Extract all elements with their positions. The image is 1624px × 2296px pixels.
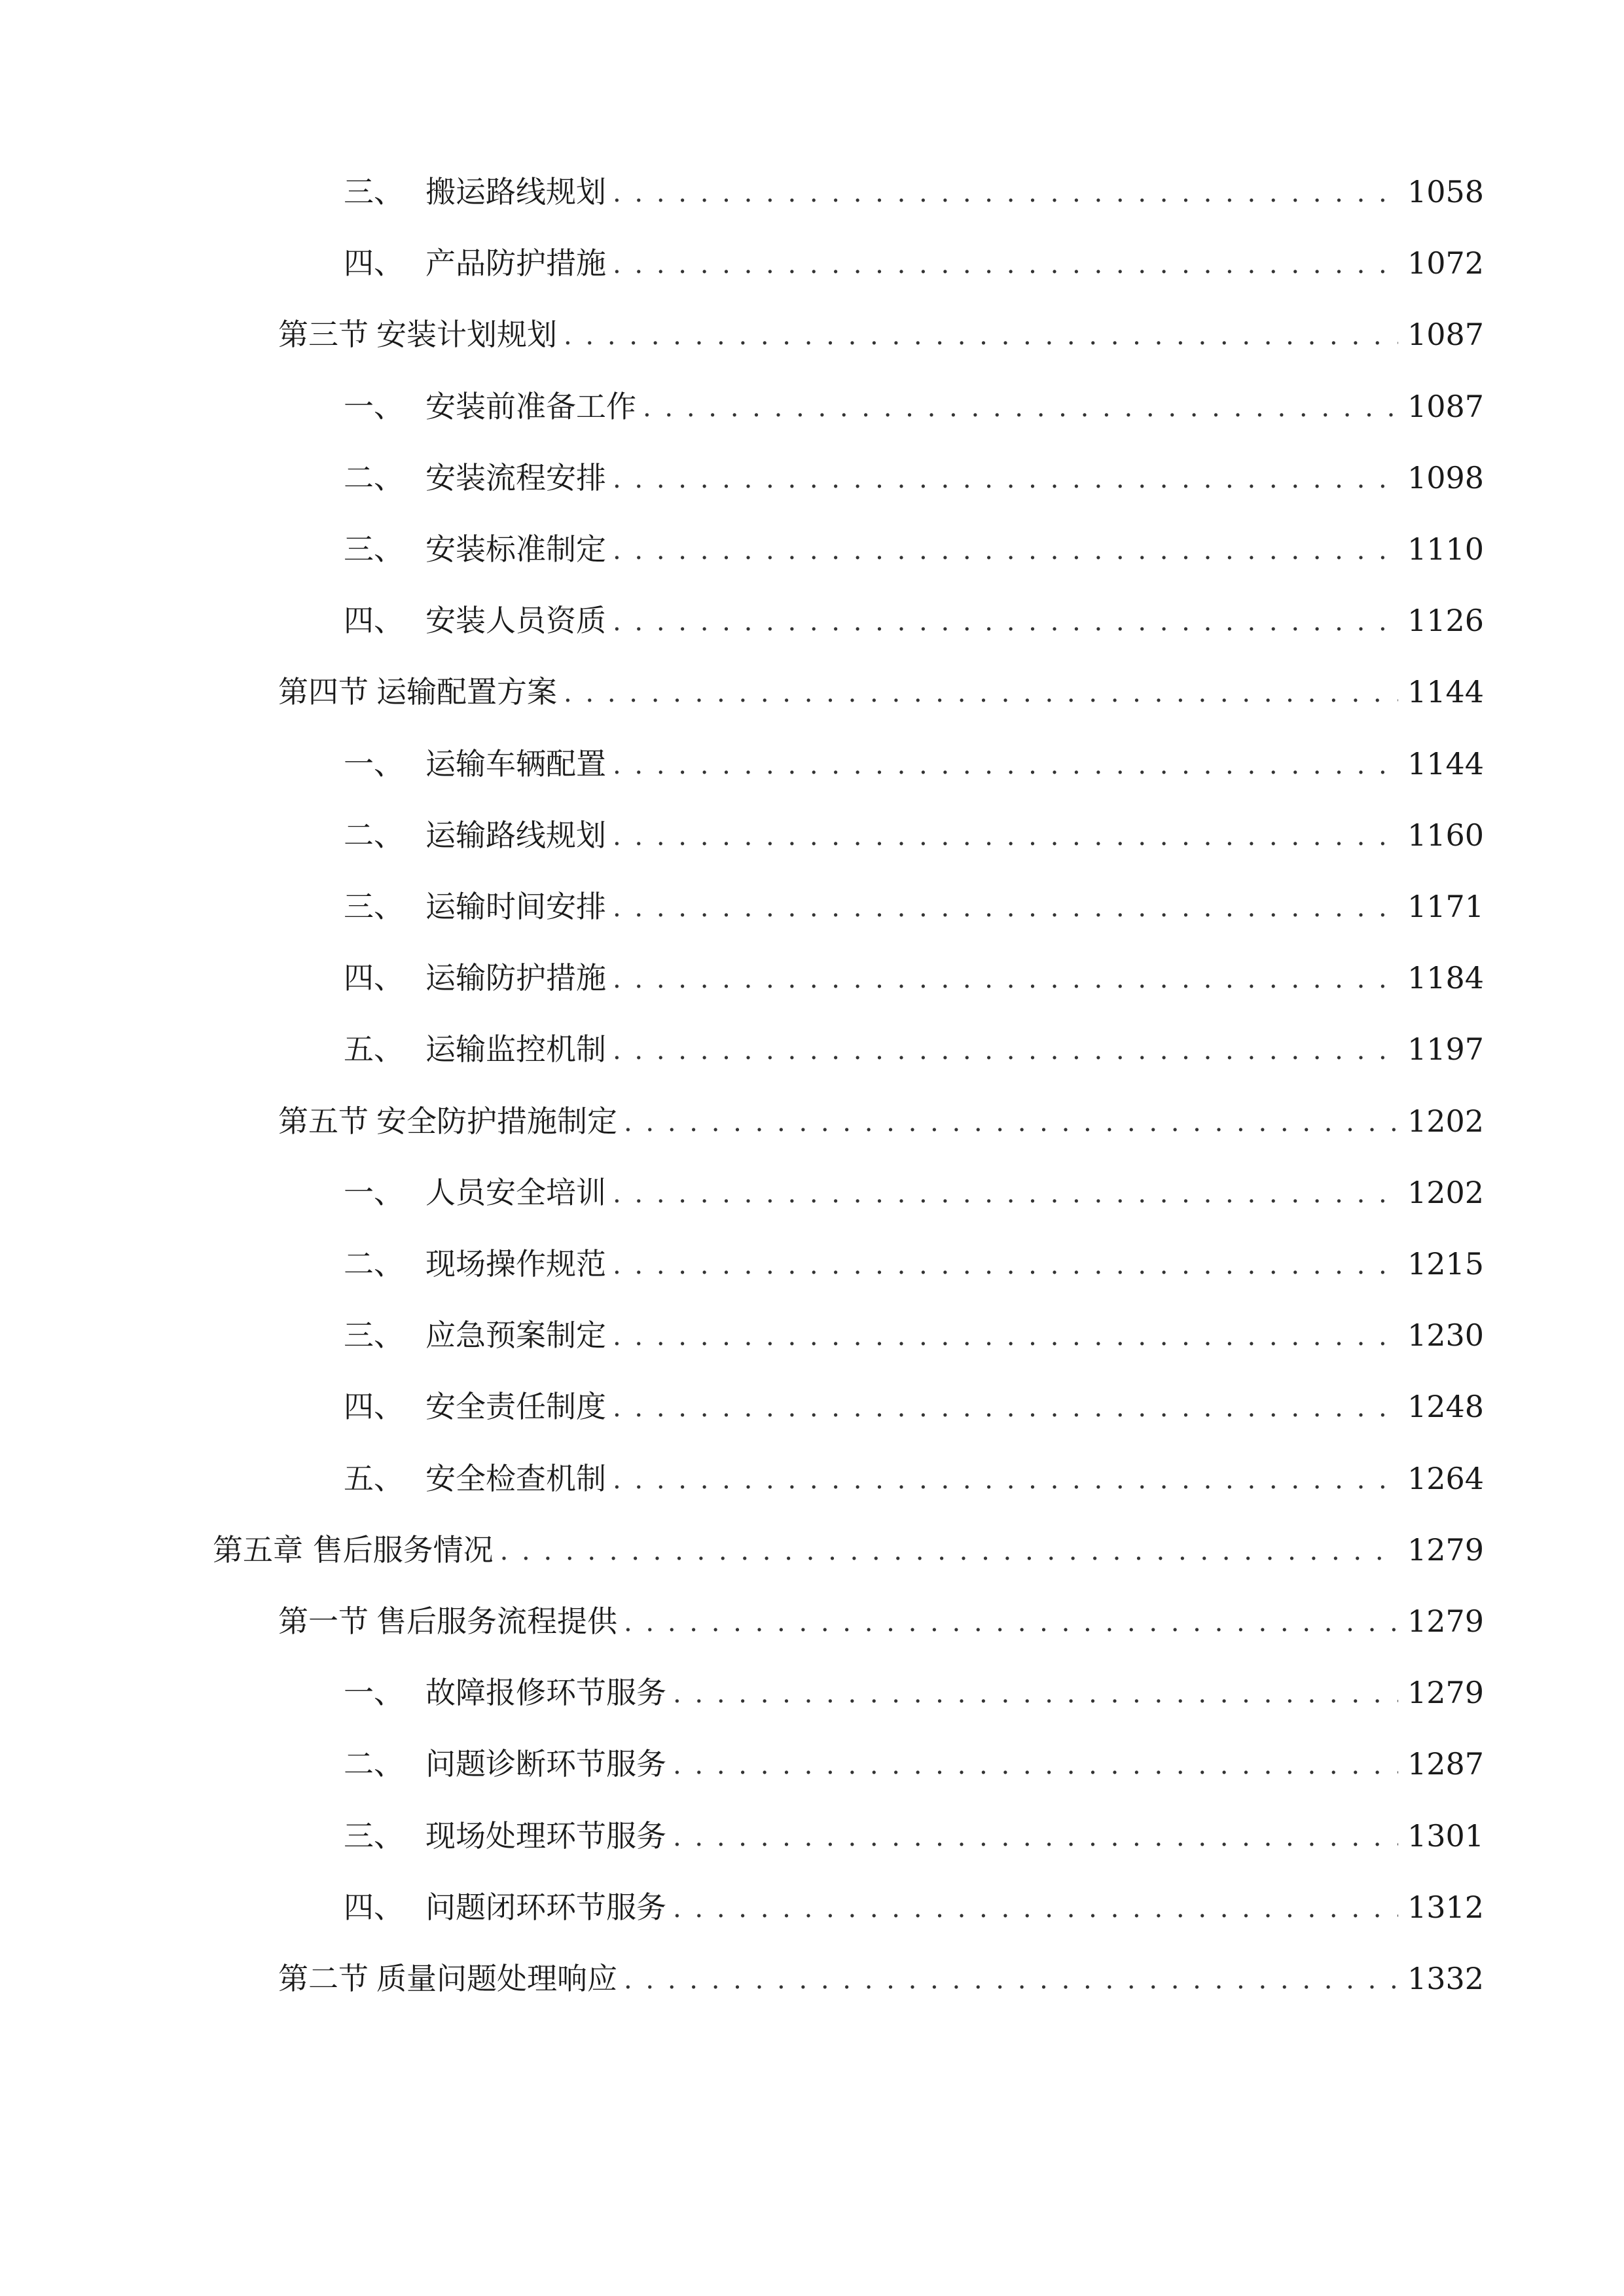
toc-entry-label	[213, 1524, 494, 1576]
toc-entry-label	[344, 952, 606, 1004]
toc-dot-leader	[613, 453, 1398, 505]
toc-entry-page-number: 1279	[1407, 1604, 1485, 1639]
toc-dot-leader	[624, 1096, 1398, 1149]
toc-entry-title: 故障报修环节服务	[425, 1675, 666, 1710]
toc-entry[interactable]	[0, 1738, 1624, 1790]
toc-entry-label	[344, 1452, 606, 1505]
toc-entry-page-number: 1202	[1407, 1103, 1485, 1139]
toc-entry-label	[344, 166, 606, 218]
toc-entry-number: 四、	[344, 1890, 404, 1925]
toc-entry[interactable]	[0, 952, 1624, 1004]
toc-entry-page-number: 1197	[1407, 1031, 1485, 1067]
toc-dot-leader	[624, 1596, 1398, 1649]
toc-entry[interactable]	[0, 1238, 1624, 1290]
toc-entry[interactable]	[0, 380, 1624, 433]
toc-entry[interactable]	[0, 1524, 1624, 1576]
toc-entry-label	[344, 1238, 606, 1290]
toc-entry-title: 人员安全培训	[425, 1175, 606, 1210]
toc-entry-title: 现场操作规范	[425, 1246, 606, 1282]
toc-dot-leader	[613, 810, 1398, 863]
toc-entry[interactable]	[0, 809, 1624, 861]
toc-entry[interactable]	[0, 1452, 1624, 1505]
toc-dot-leader	[613, 167, 1398, 219]
toc-entry[interactable]	[0, 1595, 1624, 1647]
toc-entry-title: 安全责任制度	[425, 1389, 606, 1424]
toc-entry-number: 四、	[344, 1389, 404, 1424]
toc-entry-title: 安装标准制定	[425, 531, 606, 567]
toc-entry-number: 三、	[344, 1818, 404, 1854]
toc-entry-title: 售后服务流程提供	[376, 1604, 617, 1639]
toc-dot-leader	[624, 1954, 1398, 2006]
toc-entry-label	[278, 1095, 617, 1147]
toc-entry-label	[344, 1881, 666, 1933]
toc-entry-number: 四、	[344, 603, 404, 638]
toc-entry-label	[344, 1309, 606, 1361]
toc-entry[interactable]	[0, 666, 1624, 718]
toc-entry[interactable]	[0, 1881, 1624, 1933]
toc-entry[interactable]	[0, 1095, 1624, 1147]
toc-entry-label	[278, 666, 557, 718]
toc-entry-label	[344, 523, 606, 575]
toc-entry-title: 现场处理环节服务	[425, 1818, 666, 1854]
toc-entry-label	[344, 738, 606, 790]
toc-entry-label	[278, 308, 557, 361]
toc-entry-page-number: 1110	[1407, 531, 1485, 567]
toc-entry[interactable]	[0, 1380, 1624, 1433]
toc-entry-title: 第五章 售后服务情况	[213, 1532, 494, 1568]
toc-entry-number: 五、	[344, 1461, 404, 1496]
toc-dot-leader	[564, 310, 1398, 362]
toc-entry-title: 安全检查机制	[425, 1461, 606, 1496]
toc-entry-number: 第二节	[278, 1961, 369, 1996]
toc-entry-number: 四、	[344, 960, 404, 996]
toc-dot-leader	[613, 1024, 1398, 1077]
toc-entry[interactable]	[0, 1023, 1624, 1075]
toc-dot-leader	[613, 1168, 1398, 1220]
toc-dot-leader	[613, 953, 1398, 1005]
toc-entry-number: 一、	[344, 746, 404, 781]
toc-entry[interactable]	[0, 1166, 1624, 1219]
toc-dot-leader	[613, 739, 1398, 791]
toc-dot-leader	[673, 1811, 1398, 1863]
toc-entry-title: 产品防护措施	[425, 245, 606, 281]
toc-entry-title: 安装计划规划	[376, 317, 557, 352]
toc-entry-title: 运输路线规划	[425, 817, 606, 853]
toc-entry-number: 三、	[344, 889, 404, 924]
toc-entry[interactable]	[0, 738, 1624, 790]
toc-entry-number: 三、	[344, 1318, 404, 1353]
toc-entry-title: 安装流程安排	[425, 460, 606, 495]
toc-entry-title: 安全防护措施制定	[376, 1103, 617, 1139]
toc-entry-label	[278, 1595, 617, 1647]
toc-entry-number: 第五节	[278, 1103, 369, 1139]
toc-entry-title: 搬运路线规划	[425, 174, 606, 209]
toc-entry-number: 三、	[344, 174, 404, 209]
toc-entry-label	[344, 452, 606, 504]
toc-entry[interactable]	[0, 308, 1624, 361]
toc-entry-number: 第三节	[278, 317, 369, 352]
toc-entry-number: 二、	[344, 1246, 404, 1282]
toc-entry-page-number: 1230	[1407, 1318, 1485, 1353]
toc-entry-page-number: 1287	[1407, 1746, 1485, 1782]
toc-entry-page-number: 1248	[1407, 1389, 1485, 1424]
toc-entry-title: 质量问题处理响应	[376, 1961, 617, 1996]
toc-entry-page-number: 1279	[1407, 1675, 1485, 1710]
toc-entry-page-number: 1144	[1407, 674, 1485, 709]
toc-dot-leader	[673, 1882, 1398, 1935]
toc-dot-leader	[613, 1454, 1398, 1506]
toc-dot-leader	[673, 1668, 1398, 1720]
toc-entry-page-number: 1087	[1407, 389, 1485, 424]
toc-entry-title: 运输时间安排	[425, 889, 606, 924]
toc-dot-leader	[613, 1310, 1398, 1363]
toc-entry-page-number: 1184	[1407, 960, 1485, 996]
toc-dot-leader	[500, 1525, 1398, 1577]
toc-entry[interactable]	[0, 452, 1624, 504]
toc-entry[interactable]	[0, 1810, 1624, 1862]
toc-entry-label	[344, 880, 606, 933]
toc-entry[interactable]	[0, 166, 1624, 218]
toc-entry-page-number: 1072	[1407, 245, 1485, 281]
toc-entry-label	[344, 380, 636, 433]
toc-dot-leader	[613, 238, 1398, 291]
toc-entry-title: 运输防护措施	[425, 960, 606, 996]
toc-entry-page-number: 1202	[1407, 1175, 1485, 1210]
toc-entry-title: 问题诊断环节服务	[425, 1746, 666, 1782]
toc-entry-page-number: 1126	[1407, 603, 1485, 638]
toc-entry-label	[344, 1738, 666, 1790]
toc-entry-page-number: 1279	[1407, 1532, 1485, 1568]
toc-entry[interactable]	[0, 880, 1624, 933]
toc-entry[interactable]	[0, 523, 1624, 575]
toc-entry-page-number: 1312	[1407, 1890, 1485, 1925]
toc-dot-leader	[613, 1239, 1398, 1291]
toc-entry-page-number: 1264	[1407, 1461, 1485, 1496]
toc-dot-leader	[643, 382, 1398, 434]
toc-entry-title: 安装人员资质	[425, 603, 606, 638]
toc-entry-number: 第一节	[278, 1604, 369, 1639]
toc-entry-label	[344, 1666, 666, 1719]
toc-entry-label	[344, 1380, 606, 1433]
toc-entry-page-number: 1160	[1407, 817, 1485, 853]
toc-entry-title: 运输监控机制	[425, 1031, 606, 1067]
toc-dot-leader	[673, 1739, 1398, 1791]
toc-dot-leader	[613, 524, 1398, 577]
toc-entry-title: 运输车辆配置	[425, 746, 606, 781]
toc-entry[interactable]	[0, 594, 1624, 647]
toc-entry-label	[344, 1810, 666, 1862]
toc-entry-label	[278, 1952, 617, 2005]
toc-entry-label	[344, 809, 606, 861]
toc-dot-leader	[564, 667, 1398, 719]
toc-entry[interactable]	[0, 1666, 1624, 1719]
toc-entry[interactable]	[0, 237, 1624, 289]
toc-entry-number: 四、	[344, 245, 404, 281]
toc-entry-page-number: 1332	[1407, 1961, 1485, 1996]
toc-entry-label	[344, 237, 606, 289]
toc-entry-title: 安装前准备工作	[425, 389, 636, 424]
toc-entry-page-number: 1301	[1407, 1818, 1485, 1854]
toc-entry-page-number: 1058	[1407, 174, 1485, 209]
toc-dot-leader	[613, 882, 1398, 934]
toc-entry-title: 问题闭环环节服务	[425, 1890, 666, 1925]
toc-entry-page-number: 1087	[1407, 317, 1485, 352]
toc-dot-leader	[613, 1382, 1398, 1434]
toc-entry-label	[344, 594, 606, 647]
toc-entry-label	[344, 1166, 606, 1219]
toc-entry-page-number: 1098	[1407, 460, 1485, 495]
toc-entry-number: 五、	[344, 1031, 404, 1067]
toc-entry[interactable]	[0, 1952, 1624, 2005]
toc-entry-title: 应急预案制定	[425, 1318, 606, 1353]
toc-entry-page-number: 1144	[1407, 746, 1485, 781]
toc-entry-number: 二、	[344, 460, 404, 495]
toc-entry[interactable]	[0, 1309, 1624, 1361]
toc-entry-number: 第四节	[278, 674, 369, 709]
toc-entry-number: 一、	[344, 1175, 404, 1210]
toc-entry-number: 二、	[344, 817, 404, 853]
toc-entry-number: 二、	[344, 1746, 404, 1782]
toc-dot-leader	[613, 596, 1398, 648]
toc-entry-number: 一、	[344, 1675, 404, 1710]
toc-entry-number: 一、	[344, 389, 404, 424]
toc-entry-number: 三、	[344, 531, 404, 567]
toc-entry-label	[344, 1023, 606, 1075]
toc-entry-page-number: 1215	[1407, 1246, 1485, 1282]
toc-entry-page-number: 1171	[1407, 889, 1485, 924]
toc-entry-title: 运输配置方案	[376, 674, 557, 709]
